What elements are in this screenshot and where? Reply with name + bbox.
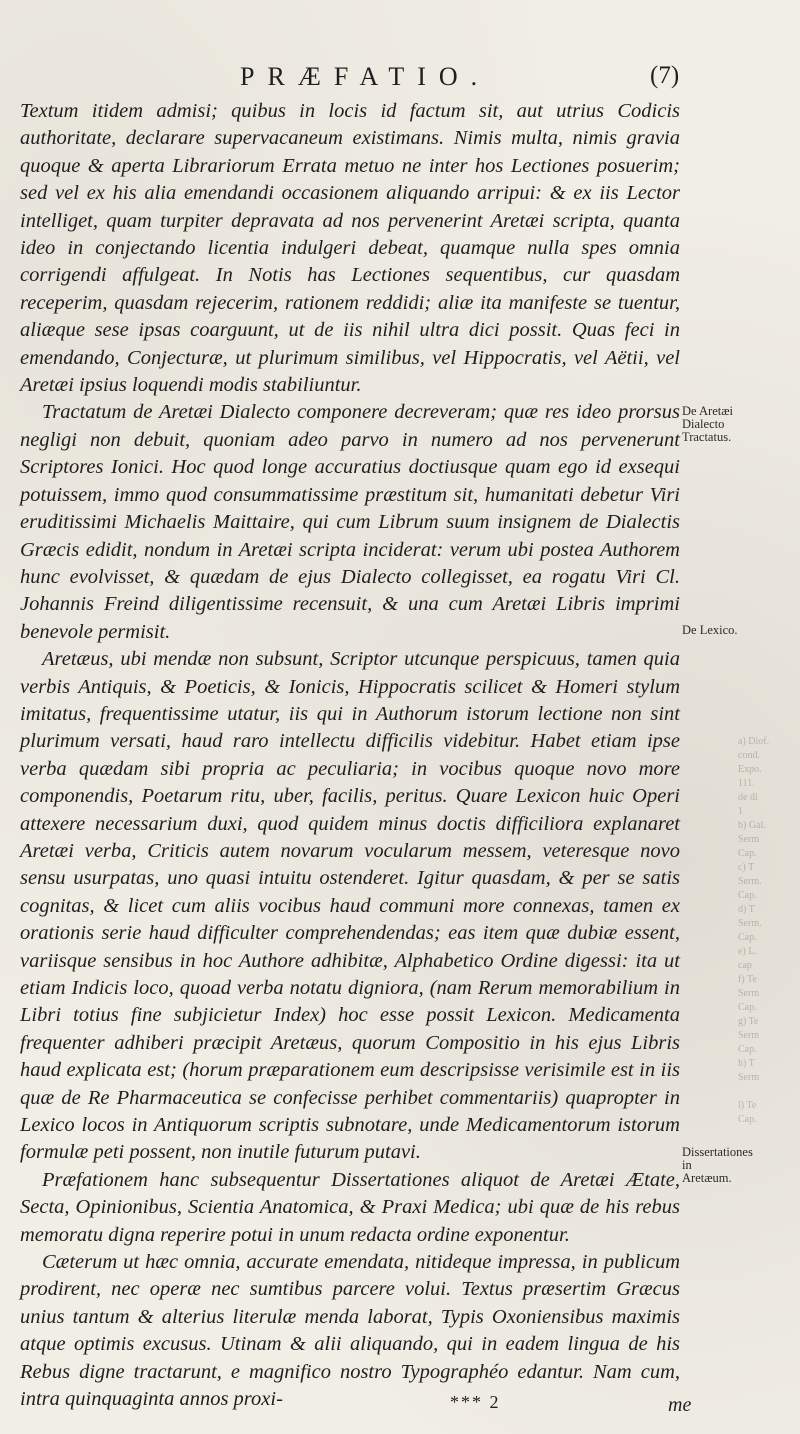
running-title: PRÆFATIO.	[240, 62, 491, 91]
page-number: (7)	[650, 62, 680, 89]
paragraph-praefationem: Præfationem hanc subsequentur Dissertationes aliquot de Aretæi Ætate, Secta, Opinionibus, Scientia Anatomica, & Praxi Medica; ubi quæ de his rebus memoratu digna reperire potui in unum redacta ordine exponentur.	[20, 1168, 680, 1246]
paragraph-aretaeus: Aretæus, ubi mendæ non subsunt, Scriptor utcunque perspicuus, tamen quia verbis Antiquis, & Poeticis, & Ionicis, Hippocratis scilicet & Homeri stylum imitatus, frequentissime utatur, iis qui in Authorum istorum lectione non sint plurimum versati, haud raro intellectu difficilis videbitur. Habet etiam ipse verba quædam sibi propria ac peculiaria; in vocibus quoque novo more componendis, Poetarum ritu, uber, facilis, peritus. Quare Lexicon huic Operi attexere necessarium duxi, quod quidem minus doctis difficiliora explanaret Aretæi verba, Criticis autem novarum vocularum messem, veteresque novo sensu usurpatas, uno quasi intuitu ostenderet. Igitur quasdam, & per se satis cognitas, & licet cum aliis vocibus haud communi more connexas, tamen ex orationis serie haud difficulter comprehendendas; eas item quæ dubiæ essent, variisque sensibus in hoc Authore adhibitæ, Alphabetico Ordine digessi: ita ut etiam Indicis loco, quoad verba notatu digniora, (nam Rerum memorabilium in Libri totius fine subjicietur Index) hoc esse possit Lexicon. Medicamenta frequenter adhiberi præcipit Aretæus, quorum Compositio in his ejus Libris haud explicata est; (horum præparationem eum descripsisse verisimile est in iis quæ de Re Pharmaceutica se confecisse perhibet commentariis) quapropter in Lexico locos in Antiquorum scriptis subnotare, unde Medicamentorum istorum formulæ peti possent, non inutile futurum putavi.	[20, 648, 680, 1164]
page-footer	[0, 1388, 800, 1428]
margin-note-dissertationes: Dissertationes in Aretæum.	[682, 1145, 753, 1185]
catchword: me	[668, 1394, 692, 1416]
paragraph-textum: Textum itidem admisi; quibus in locis id factum sit, aut utrius Codicis authoritate, declarare supervacaneum existimans. Nimis multa, nimis gravia quoque & aperta Librariorum Errata metuo ne inter hos Lectiones posuerim; sed vel ex his alia emendandi occasionem aliquando arripui: & ex iis Lector intelliget, quam turpiter depravata ad nos pervenerint Aretæi scripta, quanta ideo in conjectando licentia indulgeri debeat, quamque nulla spes omnia corrigendi affulgeat. In Notis has Lectiones sequentibus, cur quasdam receperim, quasdam rejecerim, rationem reddidi; aliæ ita manifeste se tuentur, aliæque sese ipsas coarguunt, ut de iis nihil ultra dici possit. Quas feci in emendando, Conjecturæ, ut plurimum similibus, vel Hippocratis, vel Aëtii, vel Aretæi ipsius loquendi modis stabiliuntur.	[20, 100, 680, 397]
bleed-through-text: a) Diof. cond. Expo. 111. de di 1 b) Gal. Serm Cap. c) T Serm. Cap. d) T Serm. Cap. e) L. cap f) Te Serm Cap. g) Te Serm Cap. h) T Serm l) Te Cap.	[738, 736, 770, 1125]
signature-mark: *** 2	[450, 1392, 501, 1412]
paragraph-tractatum: Tractatum de Aretæi Dialecto componere decreveram; quæ res ideo prorsus negligi non debuit, quoniam adeo parvo in numero ad nos pervenerunt Scriptores Ionici. Hoc quod longe accuratius doctiusque quam ego id exsequi potuissem, immo quod consummatissime præstitum sit, humanitati debetur Viri eruditissimi Michaelis Maittaire, qui cum Librum suum insignem de Dialectis Græcis edidit, nondum in Aretæi scripta inciderat: verum ubi postea Authorem hunc evolvisset, & quædam de ejus Dialecto collegisset, ea rogatu Viri Cl. Johannis Freind diligentissime recensuit, & una cum Aretæi Libris imprimi benevole permisit.	[20, 401, 680, 643]
margin-note-dialecto: De Aretæi Dialecto Tractatus.	[682, 404, 734, 444]
margin-note-lexico: De Lexico.	[682, 623, 738, 637]
paragraph-caeterum: Cæterum ut hæc omnia, accurate emendata, nitideque impressa, in publicum prodirent, nec operæ nec sumtibus parcere volui. Textus præsertim Græcus unius tantum & alterius literulæ menda laborat, Typis Oxoniensibus maximis atque optimis excusus. Utinam & alii aliquando, qui in eadem lingua de his Rebus digne tractarunt, e magnifico nostro Typographéo edantur. Nam cum, intra quinquaginta annos proxi-	[20, 1251, 680, 1411]
body-text	[20, 98, 680, 1414]
running-header	[0, 60, 800, 94]
